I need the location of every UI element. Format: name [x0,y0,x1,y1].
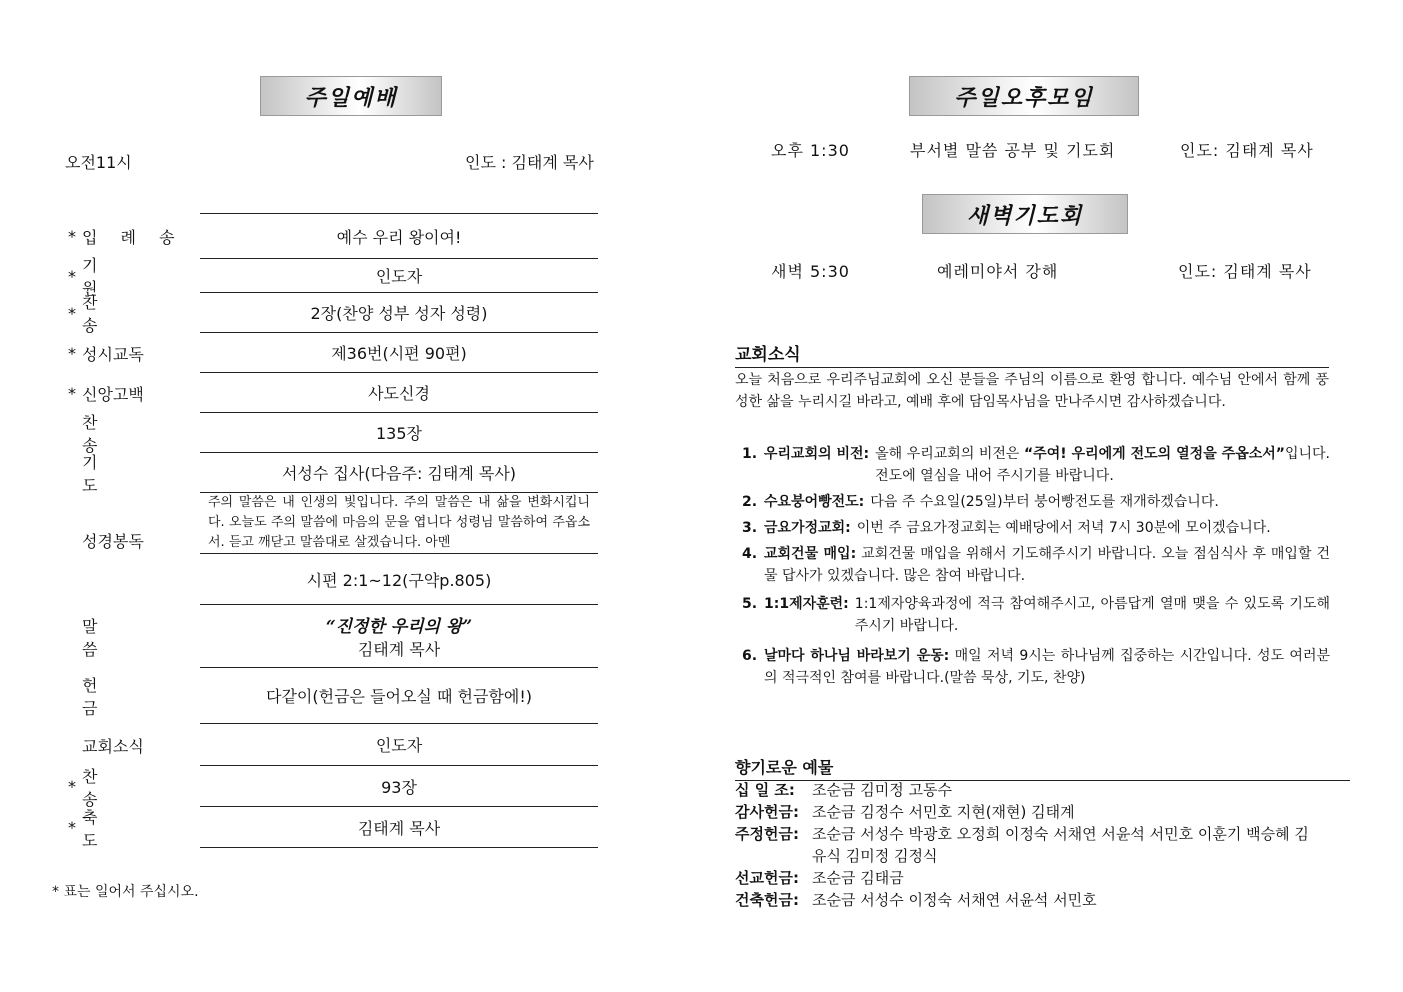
offerings-list [735,779,1350,911]
order-row [60,668,598,724]
order-content: 인도자 [200,724,598,766]
news-item: 5. 1:1제자훈련: 1:1제자양육과정에 적극 참여해주시고, 아름답게 열매 맺을 수 있도록 기도해 주시기 바랍니다. [742,593,1330,637]
offering-names: 조순금 김태금 [812,869,904,887]
scripture-reference: 시편 2:1~12(구약p.805) [200,554,598,605]
order-label: 찬 송 [82,766,130,809]
news-item-title: 우리교회의 비전: [764,446,870,462]
order-label: 기 도 [82,453,130,495]
order-label: 축 도 [82,807,130,850]
order-row: * 입 례 송 예수 우리 왕이여! [60,213,598,259]
news-item-body: 다음 주 수요일(25일)부터 붕어빵전도를 재개하겠습니다. [870,494,1219,510]
news-item-title: 수요붕어빵전도: [764,494,865,510]
order-content: 93장 [200,766,598,807]
news-item: 2. 수요붕어빵전도: 다음 주 수요일(25일)부터 붕어빵전도를 재개하겠습니다. [742,491,1330,513]
order-label: 신앙고백 [82,384,144,404]
sermon-preacher: 김태계 목사 [357,640,441,659]
news-item: 1. 우리교회의 비전: 올해 우리교회의 비전은 “주여! 우리에게 전도의 열정을 주옵소서”입니다. 전도에 열심을 내어 주시기를 바랍니다. [742,443,1330,487]
offering-row [735,779,1350,801]
order-row: * 기 원 인도자 [60,259,598,293]
order-row [60,413,598,453]
news-item-body: 매일 저녁 9시는 하나님께 집중하는 시간입니다. 성도 여러분의 적극적인 참여를 바랍니다.(말씀 묵상, 기도, 찬양) [764,648,1330,686]
offering-names: 조순금 김정수 서민호 지현(재현) 김태계 [812,803,1075,821]
offering-label: 건축헌금: [735,891,799,909]
order-row [60,453,598,493]
offerings-heading: 향기로운 예물 [735,755,1350,781]
order-row [60,493,598,605]
afternoon-time: 오후 1:30 [771,141,850,160]
offering-row [735,823,1350,867]
order-label: 찬 송 [82,293,130,335]
order-content: 2장(찬양 성부 성자 성령) [200,293,598,333]
worship-time: 오전11시 [65,153,132,172]
dawn-banner: 새벽기도회 [922,194,1128,234]
news-item-title: 교회건물 매입: [764,546,857,562]
order-label: 교회소식 [82,736,144,756]
order-content: 예수 우리 왕이여! [200,213,598,259]
afternoon-desc: 부서별 말씀 공부 및 기도회 [910,141,1116,160]
order-content: 135장 [200,413,598,453]
order-row: * 성시교독 제36번(시편 90편) [60,333,598,373]
order-row: * 축 도 김태계 목사 [60,807,598,848]
sermon-title: “진정한 우리의 왕” [325,617,473,637]
offering-label: 감사헌금: [735,803,799,821]
order-content: 서성수 집사(다음주: 김태계 목사) [200,453,598,493]
offering-row [735,889,1350,911]
offering-names: 조순금 김미정 고동수 [812,781,952,799]
order-label: 성시교독 [82,344,144,364]
order-label: 성경봉독 [82,532,144,551]
order-content: 다같이(헌금은 들어오실 때 헌금함에!) [200,668,598,724]
news-item-body: 이번 주 금요가정교회는 예배당에서 저녁 7시 30분에 모이겠습니다. [856,520,1271,536]
order-content: 인도자 [200,259,598,293]
news-item-body: 교회건물 매입을 위해서 기도해주시기 바랍니다. 오늘 점심식사 후 매입할 건물 답사가 있겠습니다. 많은 참여 바랍니다. [764,546,1330,584]
order-row: * 찬 송 93장 [60,766,598,807]
order-label: 찬 송 [82,413,130,455]
order-row: * 신앙고백 사도신경 [60,373,598,413]
order-content: 사도신경 [200,373,598,413]
order-content: 김태계 목사 [200,807,598,848]
offering-row [735,867,1350,889]
dawn-time: 새벽 5:30 [771,262,850,281]
offering-label: 십 일 조: [735,781,795,799]
news-item-title: 금요가정교회: [764,520,851,536]
dawn-desc: 예레미야서 강해 [937,262,1059,281]
news-item: 4. 교회건물 매입: 교회건물 매입을 위해서 기도해주시기 바랍니다. 오늘 점심식사 후 매입할 건물 답사가 있겠습니다. 많은 참여 바랍니다. [742,546,1330,584]
offering-label: 선교헌금: [735,869,799,887]
news-item: 6. 날마다 하나님 바라보기 운동: 매일 저녁 9시는 하나님께 집중하는 시간입니다. 성도 여러분의 적극적인 참여를 바랍니다.(말씀 묵상, 기도, 찬양) [742,648,1330,686]
afternoon-banner: 주일오후모임 [909,76,1139,116]
worship-leader: 인도 : 김태계 목사 [465,153,594,172]
order-label: 헌 금 [82,676,130,718]
order-row [60,605,598,668]
order-label: 말 씀 [82,616,130,659]
offering-names: 조순금 서성수 박광호 오정희 이정숙 서채연 서윤석 서민호 이훈기 백승혜 김유식 김미정 김정식 [812,825,1309,865]
sermon [200,605,598,668]
order-of-worship [60,213,598,848]
offering-names: 조순금 서성수 이정숙 서채연 서윤석 서민호 [812,891,1097,909]
news-heading: 교회소식 [735,340,1329,368]
order-row: * 찬 송 2장(찬양 성부 성자 성령) [60,293,598,333]
news-item-body: 1:1제자양육과정에 적극 참여해주시고, 아름답게 열매 맺을 수 있도록 기도해 주시기 바랍니다. [854,596,1330,634]
afternoon-leader: 인도: 김태계 목사 [1180,141,1314,160]
order-label: 기 원 [82,256,130,298]
order-label: 입 례 송 [82,227,184,247]
dawn-leader: 인도: 김태계 목사 [1178,262,1312,281]
scripture-prayer: 주의 말씀은 내 인생의 빛입니다. 주의 말씀은 내 삶을 변화시킵니다. 오늘도 주의 말씀에 마음의 문을 엽니다 성령님 말씀하여 주옵소서. 듣고 깨닫고 말씀대로 살겠습니다. 아멘 [200,493,598,554]
news-list [742,443,1330,693]
news-item-body: 올해 우리교회의 비전은 “주여! 우리에게 전도의 열정을 주옵소서”입니다. 전도에 열심을 내어 주시기를 바랍니다. [875,446,1331,484]
offering-label: 주정헌금: [735,825,799,843]
order-content: 제36번(시편 90편) [200,333,598,373]
news-item-title: 날마다 하나님 바라보기 운동: [764,648,950,664]
news-item: 3. 금요가정교회: 이번 주 금요가정교회는 예배당에서 저녁 7시 30분에 모이겠습니다. [742,517,1330,539]
standing-footnote: * 표는 일어서 주십시오. [52,884,199,900]
offering-row [735,801,1350,823]
news-item-title: 1:1제자훈련: [764,596,849,612]
order-row [60,724,598,766]
worship-banner: 주일예배 [260,76,442,116]
news-intro: 오늘 처음으로 우리주님교회에 오신 분들을 주님의 이름으로 환영 합니다. 예수님 안에서 함께 풍성한 삶을 누리시길 바라고, 예배 후에 담임목사님을 만나주시면 감사하겠습니다. [735,372,1329,410]
